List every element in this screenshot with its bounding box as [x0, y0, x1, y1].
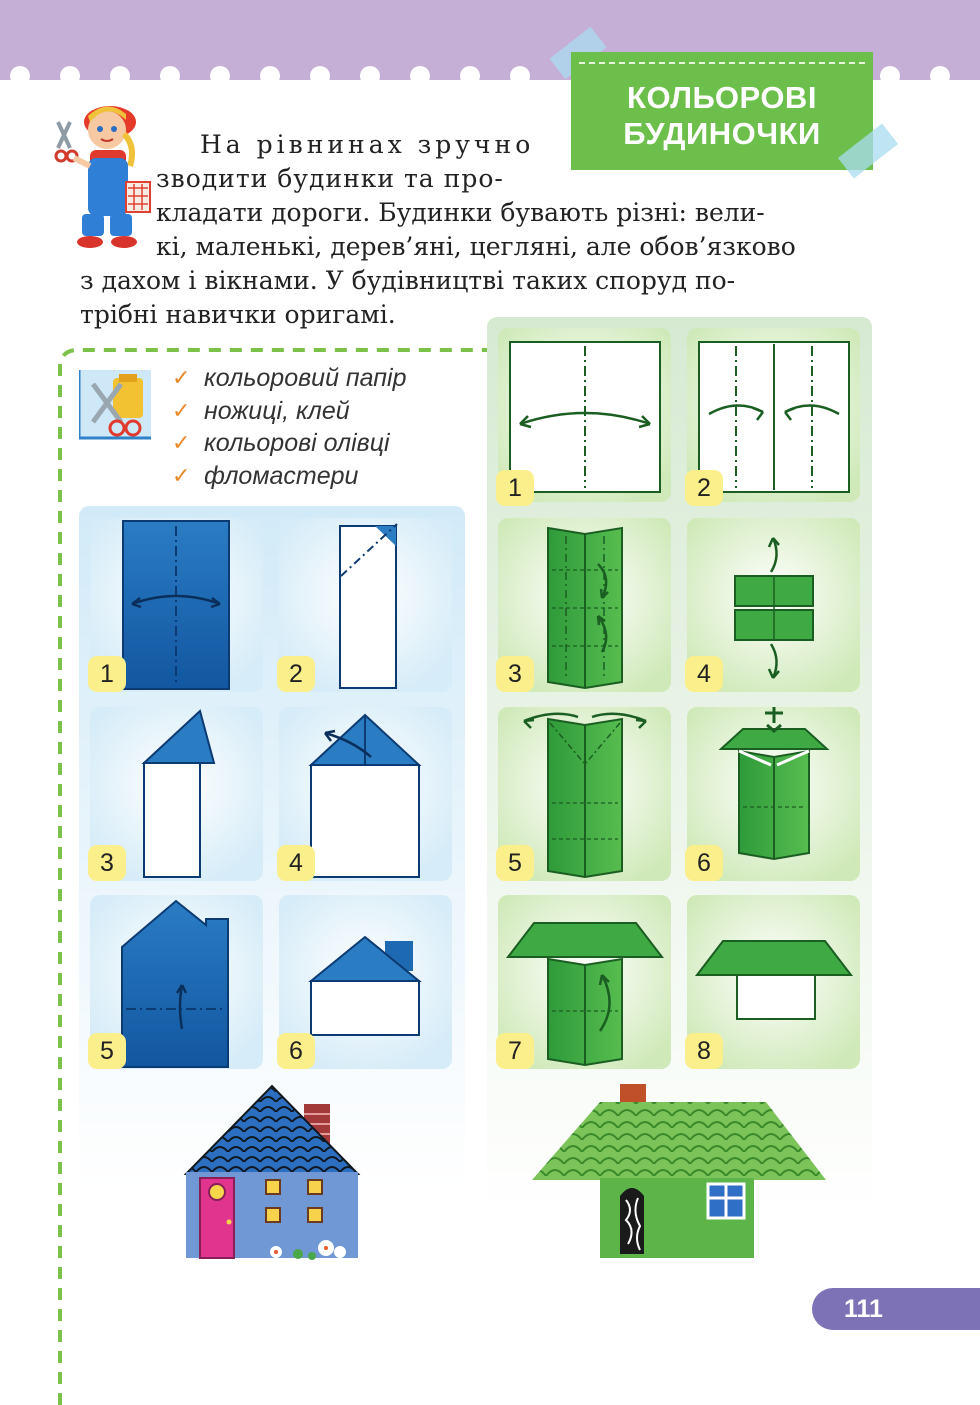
title-dash-line	[579, 62, 865, 64]
materials-list-item: ✓ фломастери	[172, 460, 407, 493]
blue-step-3	[90, 707, 263, 881]
green-step-6	[687, 707, 860, 881]
checkmark-icon: ✓	[172, 430, 191, 455]
green-step-8	[687, 895, 860, 1069]
girl-with-scissors-illustration	[52, 96, 156, 251]
finished-blue-house-illustration	[180, 1082, 364, 1262]
step-number-badge: 6	[685, 845, 723, 881]
intro-line-1: На рівнинах зручно	[200, 130, 535, 159]
blue-step-2	[279, 518, 452, 692]
step-number-badge: 2	[685, 470, 723, 506]
checkmark-icon: ✓	[172, 397, 191, 423]
page-title-line2: БУДИНОЧКИ	[623, 116, 821, 151]
green-step-1	[498, 328, 671, 502]
step-number-badge: 2	[277, 656, 315, 692]
step-number-badge: 1	[88, 656, 126, 692]
intro-line-5: з дахом і вікнами. У будівництві таких споруд по-	[80, 266, 736, 295]
intro-line-6: трібні навички оригамі.	[80, 300, 396, 329]
step-number-badge: 5	[496, 845, 534, 881]
green-step-3	[498, 518, 671, 692]
materials-list	[172, 362, 407, 492]
blue-step-1	[90, 518, 263, 692]
scissors-glue-icon	[79, 370, 153, 440]
materials-list-item: ✓ кольоровий папір	[172, 362, 407, 395]
step-number-badge: 7	[496, 1033, 534, 1069]
checkmark-icon: ✓	[172, 462, 191, 488]
page-title-line1: КОЛЬОРОВІ	[627, 80, 817, 115]
page-number-badge	[812, 1288, 980, 1330]
materials-list-item: ✓ ножиці, клей	[172, 395, 407, 428]
step-number-badge: 1	[496, 470, 534, 506]
checkmark-icon: ✓	[172, 365, 191, 390]
blue-step-4	[279, 707, 452, 881]
blue-step-6	[279, 895, 452, 1069]
page-number: 111	[844, 1295, 883, 1323]
step-number-badge: 4	[685, 656, 723, 692]
intro-line-2: зводити будинки та про-	[156, 164, 504, 193]
green-step-4	[687, 518, 860, 692]
intro-line-4: кі, маленькі, дерев’яні, цегляні, але обов’язково	[156, 232, 796, 261]
blue-step-5	[90, 895, 263, 1069]
step-number-badge: 6	[277, 1033, 315, 1069]
step-number-badge: 3	[496, 656, 534, 692]
step-number-badge: 3	[88, 845, 126, 881]
green-step-7	[498, 895, 671, 1069]
green-step-5	[498, 707, 671, 881]
green-step-2	[687, 328, 860, 502]
step-number-badge: 8	[685, 1033, 723, 1069]
step-number-badge: 5	[88, 1033, 126, 1069]
materials-list-item: ✓ кольорові олівці	[172, 427, 407, 460]
finished-green-house-illustration	[528, 1080, 828, 1260]
intro-line-3: кладати дороги. Будинки бувають різні: вели-	[156, 198, 765, 227]
title-box	[571, 52, 873, 170]
step-number-badge: 4	[277, 845, 315, 881]
